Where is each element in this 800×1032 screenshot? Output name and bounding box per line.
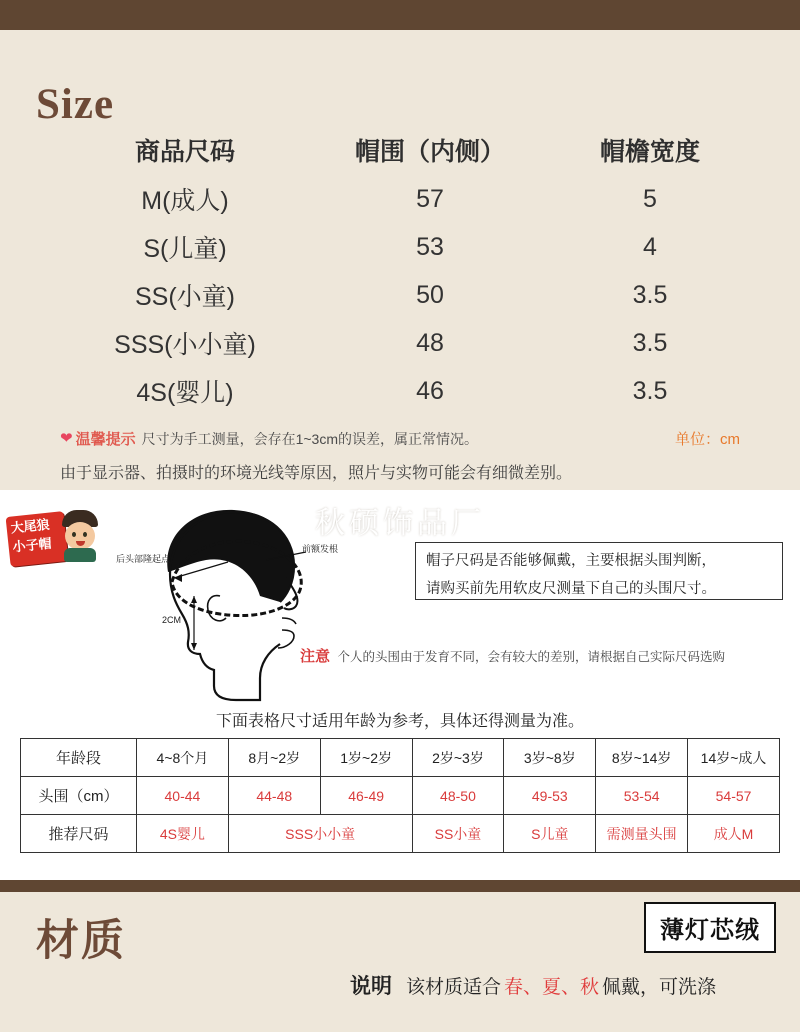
age-table-note: 下面表格尺寸适用年龄为参考，具体还得测量为准。 xyxy=(215,713,584,730)
attention-row xyxy=(300,645,780,666)
size-row-label: 4S(婴儿) xyxy=(136,379,234,407)
head-size-cell: 40-44 xyxy=(137,777,229,815)
material-description xyxy=(350,970,790,1000)
size-row-brim: 5 xyxy=(643,184,657,213)
warm-tip-text: 尺寸为手工测量，会存在1~3cm的误差，属正常情况。 xyxy=(141,430,479,447)
measure-instruction-line2: 请购买前先用软皮尺测量下自己的头围尺寸。 xyxy=(426,581,716,597)
attention-label: 注意 xyxy=(300,648,331,665)
recommended-size-cell: 4S婴儿 xyxy=(137,815,229,853)
size-header-product: 商品尺码 xyxy=(134,138,235,166)
fabric-badge: 薄灯芯绒 xyxy=(644,902,776,953)
material-desc-prefix: 该材质适合 xyxy=(406,976,502,998)
head-measurement-diagram xyxy=(110,500,360,710)
table-row xyxy=(21,739,780,777)
display-note: 由于显示器、拍摄时的环境光线等原因，照片与实物可能会有细微差别。 xyxy=(60,465,573,482)
size-row-circumference: 57 xyxy=(416,184,444,213)
brand-logo-line1: 大尾狼 xyxy=(9,516,51,536)
size-row-circumference: 53 xyxy=(416,232,444,261)
table-row xyxy=(60,319,750,367)
recommended-size-cell: S儿童 xyxy=(504,815,596,853)
size-row-label: M(成人) xyxy=(141,187,229,215)
table-row xyxy=(60,271,750,319)
size-header-circumference: 帽围（内侧） xyxy=(354,138,505,166)
age-range-cell: 1岁~2岁 xyxy=(320,739,412,777)
age-range-cell: 8岁~14岁 xyxy=(596,739,688,777)
age-table-header-age: 年龄段 xyxy=(21,739,137,777)
head-size-cell: 46-49 xyxy=(320,777,412,815)
recommended-size-cell: SS小童 xyxy=(412,815,504,853)
material-desc-label: 说明 xyxy=(350,975,392,998)
age-table-header-recommend: 推荐尺码 xyxy=(21,815,137,853)
warm-tip-row xyxy=(60,428,760,449)
heart-icon: ❤ xyxy=(60,430,73,447)
head-profile-illustration xyxy=(110,500,360,710)
age-range-cell: 8月~2岁 xyxy=(228,739,320,777)
watermark: 秋硕饰品厂 xyxy=(315,507,485,540)
head-size-cell: 53-54 xyxy=(596,777,688,815)
material-desc-suffix: 佩戴，可洗涤 xyxy=(602,976,717,998)
brand-logo-line2: 小子帽 xyxy=(11,535,53,555)
size-table-header-row xyxy=(60,125,750,175)
size-row-label: S(儿童) xyxy=(143,235,227,263)
size-table xyxy=(60,125,750,415)
age-range-cell: 3岁~8岁 xyxy=(504,739,596,777)
measure-instruction-line1: 帽子尺码是否能够佩戴，主要根据头围判断， xyxy=(426,553,716,569)
size-row-brim: 3.5 xyxy=(632,280,668,309)
table-row xyxy=(60,175,750,223)
top-brown-bar xyxy=(0,0,800,30)
size-row-circumference: 50 xyxy=(416,280,444,309)
diagram-label-back: 后头部隆起点 xyxy=(116,554,171,564)
brand-mascot-icon xyxy=(58,510,102,558)
size-heading: Size xyxy=(36,81,115,128)
head-size-cell: 44-48 xyxy=(228,777,320,815)
size-row-brim: 3.5 xyxy=(632,328,668,357)
recommended-size-cell: 需测量头围 xyxy=(596,815,688,853)
size-row-circumference: 46 xyxy=(416,376,444,405)
diagram-label-2cm: 2CM xyxy=(162,615,182,625)
bottom-brown-bar xyxy=(0,880,800,892)
age-range-cell: 14岁~成人 xyxy=(688,739,780,777)
recommended-size-cell: SSS小小童 xyxy=(228,815,412,853)
material-section xyxy=(0,892,800,1032)
head-size-cell: 54-57 xyxy=(688,777,780,815)
head-size-cell: 48-50 xyxy=(412,777,504,815)
size-row-circumference: 48 xyxy=(416,328,444,357)
table-row xyxy=(21,815,780,853)
table-row xyxy=(21,777,780,815)
head-size-cell: 49-53 xyxy=(504,777,596,815)
diagram-label-front: 前额发根 xyxy=(302,544,339,554)
age-size-table xyxy=(20,738,780,853)
warm-tip-label: 温馨提示 xyxy=(75,431,136,448)
measurement-section xyxy=(0,490,800,880)
material-seasons: 春、夏、秋 xyxy=(504,976,600,998)
size-row-label: SS(小童) xyxy=(134,283,235,311)
size-header-brim: 帽檐宽度 xyxy=(599,138,700,166)
brand-logo xyxy=(8,510,104,570)
table-row xyxy=(60,367,750,415)
attention-text: 个人的头围由于发育不同，会有较大的差别，请根据自己实际尺码选购 xyxy=(337,650,726,664)
size-section xyxy=(0,30,800,490)
age-range-cell: 4~8个月 xyxy=(137,739,229,777)
measure-instruction-box xyxy=(415,542,783,600)
age-range-cell: 2岁~3岁 xyxy=(412,739,504,777)
material-heading: 材质 xyxy=(36,918,126,965)
size-row-label: SSS(小小童) xyxy=(114,331,256,359)
age-table-header-head: 头围（cm） xyxy=(21,777,137,815)
unit-label: 单位：cm xyxy=(675,431,740,448)
table-row xyxy=(60,223,750,271)
recommended-size-cell: 成人M xyxy=(688,815,780,853)
size-row-brim: 4 xyxy=(643,232,657,261)
size-row-brim: 3.5 xyxy=(632,376,668,405)
